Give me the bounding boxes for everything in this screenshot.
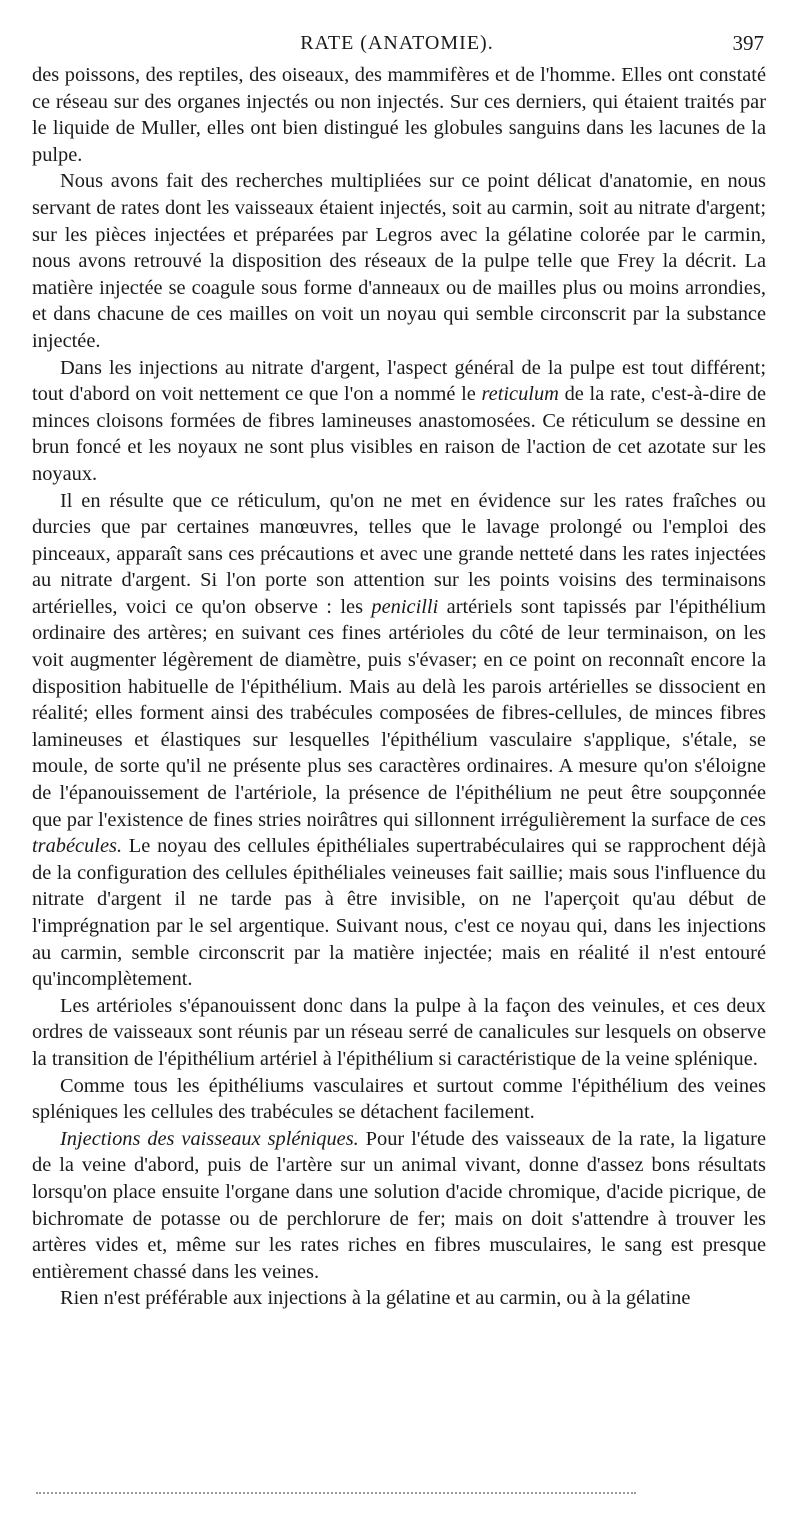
paragraph (32, 1285, 766, 1312)
footer-rule (36, 1492, 636, 1494)
paragraph (32, 993, 766, 1073)
paragraph-text: artériels sont tapissés par l'épithélium ordinaire des artères; en suivant ces fines artérioles du côté de leur terminaison, on les voit augmenter légèrement de diamètre, puis s'évaser; en ce point on reconnaît encore la disposition habituelle de l'épithélium. Mais au delà les parois artérielles se dissocient en réalité; elles forment ainsi des trabécules composées de fibres-cellules, de minces fibres lamineuses et élastiques sur lesquelles l'épithélium vasculaire s'applique, s'étale, se moule, de sorte qu'il ne présente plus ses caractères ordinaires. A mesure qu'on s'éloigne de l'épanouissement de l'artériole, la présence de l'épithélium ne peut être soupçonnée que par l'existence de fines stries noirâtres qui sillonnent irrégulièrement la surface de ces (32, 595, 766, 831)
body-text (32, 62, 766, 1312)
paragraph-text: Il en résulte que ce réticulum, qu'on ne met en évidence sur les rates fraîches ou durcies que par certaines manœuvres, telles que le lavage prolongé ou l'emploi des pinceaux, apparaît sans ces précautions et avec une grande netteté dans les rates injectées au nitrate d'argent. Si l'on porte son attention sur les points voisins des terminaisons artérielles, voici ce qu'on observe : les (32, 489, 766, 618)
paragraph (32, 488, 766, 993)
paragraph-text: Nous avons fait des recherches multipliées sur ce point délicat d'anatomie, en nous servant de rates dont les vaisseaux étaient injectés, soit au carmin, soit au nitrate d'argent; sur les pièces injectées et préparées par Legros avec la gélatine colorée par le carmin, nous avons retrouvé la disposition des réseaux de la pulpe telle que Frey la décrit. La matière injectée se coagule sous forme d'anneaux ou de mailles plus ou moins arrondies, et dans chacune de ces mailles on voit un noyau qui semble circonscrit par la substance injectée. (32, 170, 766, 352)
paragraph (32, 168, 766, 354)
paragraph-text: Comme tous les épithéliums vasculaires et surtout comme l'épithélium des veines spléniques les cellules des trabécules se détachent facilement. (32, 1074, 766, 1124)
paragraph (32, 62, 766, 168)
italic-term: reticulum (481, 383, 559, 406)
paragraph (32, 1126, 766, 1286)
running-title: RATE (ANATOMIE). (300, 32, 494, 54)
page-number: 397 (732, 31, 764, 55)
paragraph-text: des poissons, des reptiles, des oiseaux, des mammifères et de l'homme. Elles ont constaté ce réseau sur des organes injectés ou non injectés. Sur ces derniers, qui étaient traités par le liquide de Muller, elles ont bien distingué les globules sanguins dans les lacunes de la pulpe. (32, 64, 766, 166)
italic-term: trabécules. (32, 835, 123, 858)
italic-heading: Injections des vaisseaux spléniques. (60, 1127, 359, 1150)
paragraph (32, 355, 766, 488)
paragraph-text: Le noyau des cellules épithéliales supertrabéculaires qui se rapprochent déjà de la configuration des cellules épithéliales veineuses fait saillie; mais sous l'influence du nitrate d'argent il ne tarde pas à être invisible, on ne l'aperçoit qu'au début de l'imprégnation par le sel argentique. Suivant nous, c'est ce noyau qui, dans les injections au carmin, semble circonscrit par la matière injectée; mais en réalité il n'est entouré qu'incomplètement. (32, 835, 766, 991)
paragraph-text: Pour l'étude des vaisseaux de la rate, la ligature de la veine d'abord, puis de l'artère sur un animal vivant, donne d'assez bons résultats lorsqu'on place ensuite l'organe dans une solution d'acide chromique, d'acide picrique, de bichromate de potasse ou de perchlorure de fer; mais on doit s'attendre à trouver les artères vides et, même sur les rates riches en fibres musculaires, le sang est presque entièrement chassé dans les veines. (32, 1127, 766, 1283)
paragraph-text: de la rate, c'est-à-dire de minces cloisons formées de fibres lamineuses anastomosées. Ce réticulum se dessine en brun foncé et les noyaux ne sont plus visibles en raison de l'action de cet azotate sur les noyaux. (32, 383, 766, 485)
paragraph (32, 1073, 766, 1126)
paragraph-text: Dans les injections au nitrate d'argent, l'aspect général de la pulpe est tout différent; tout d'abord on voit nettement ce que l'on a nommé le (32, 356, 766, 406)
page-header (30, 30, 764, 56)
paragraph-text: Les artérioles s'épanouissent donc dans la pulpe à la façon des veinules, et ces deux ordres de vaisseaux sont réunis par un réseau serré de canalicules sur lesquels on observe la transition de l'épithélium artériel à l'épithélium si caractéristique de la veine splénique. (32, 994, 766, 1070)
italic-term: penicilli (371, 595, 439, 618)
paragraph-text: Rien n'est préférable aux injections à la gélatine et au carmin, ou à la gélatine (60, 1287, 691, 1310)
